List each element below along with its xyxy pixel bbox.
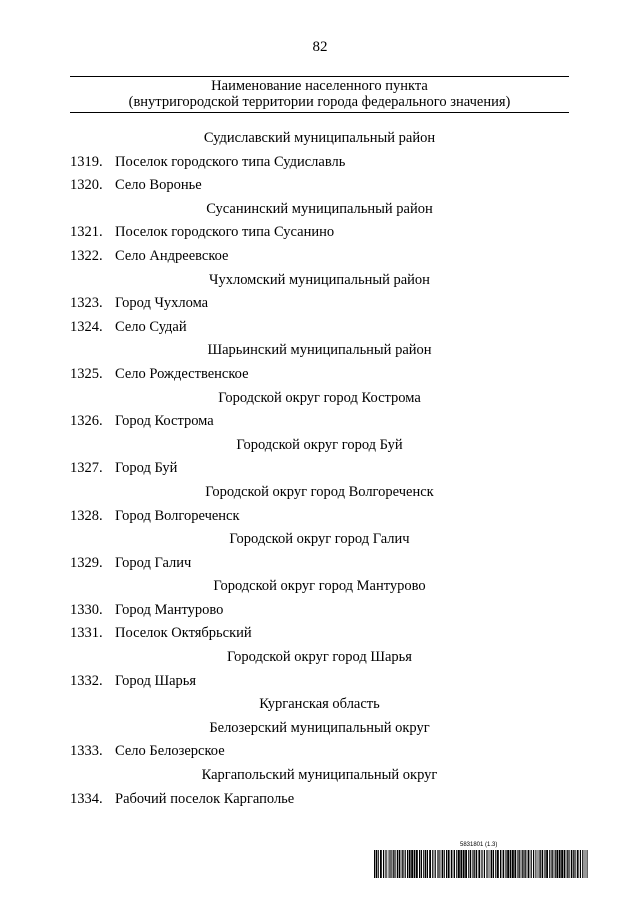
item-number: 1332. — [70, 672, 103, 689]
item-number: 1334. — [70, 790, 103, 807]
item-name: Село Белозерское — [115, 743, 225, 760]
barcode-bar — [411, 850, 413, 878]
barcode-bar — [378, 850, 379, 878]
barcode-bar — [376, 850, 377, 878]
barcode-bar — [568, 850, 569, 878]
list-item — [70, 505, 569, 529]
barcode-bar — [409, 850, 411, 878]
barcode-bar — [414, 850, 416, 878]
page-number: 82 — [312, 39, 328, 55]
barcode-bar — [399, 850, 401, 878]
item-number: 1329. — [70, 554, 103, 571]
item-name: Город Чухлома — [115, 295, 209, 312]
section-heading: Судиславский муниципальный район — [203, 130, 436, 146]
barcode-bar — [567, 850, 568, 878]
barcode-bar — [486, 850, 487, 878]
section-heading: Чухломский муниципальный район — [209, 271, 430, 288]
barcode-bar — [542, 850, 543, 878]
list-item — [70, 245, 569, 269]
barcode-label: 5831801 (1.3) — [460, 842, 498, 848]
barcode-bar — [421, 850, 422, 878]
list-item — [70, 363, 569, 387]
item-name: Город Галич — [115, 554, 192, 571]
barcode-bar — [460, 850, 462, 878]
barcode-bar — [510, 850, 512, 878]
barcode-bar — [587, 850, 588, 878]
barcode-bar — [390, 850, 391, 878]
barcode-bar — [495, 850, 496, 878]
barcode-bar — [444, 850, 445, 878]
barcode-bar — [405, 850, 406, 878]
barcode-bar — [538, 850, 539, 878]
barcode-bar — [470, 850, 471, 878]
item-name: Поселок Октябрьский — [115, 625, 252, 642]
barcode-bar — [456, 850, 457, 878]
section-heading: Курганская область — [259, 696, 380, 713]
item-name: Город Кострома — [115, 413, 214, 430]
barcode-bar — [468, 850, 469, 878]
barcode-bar — [539, 850, 540, 878]
barcode-bar — [438, 850, 439, 878]
barcode-bar — [484, 850, 485, 878]
barcode-bar — [549, 850, 550, 878]
item-name: Село Андреевское — [115, 247, 229, 264]
item-name: Село Воронье — [115, 177, 202, 194]
barcode-bar — [429, 850, 431, 878]
barcode-bar — [388, 850, 389, 878]
section-heading: Городской округ город Галич — [229, 531, 410, 548]
section-heading: Городской округ город Мантурово — [213, 578, 426, 595]
barcode-bar — [393, 850, 394, 878]
barcode-bar — [544, 850, 545, 878]
barcode-bar — [490, 850, 491, 878]
list-item — [70, 221, 569, 245]
item-name: Город Мантурово — [115, 601, 224, 618]
barcode-bar — [540, 850, 541, 878]
barcode-bar — [454, 850, 455, 878]
list-item — [70, 316, 569, 340]
barcode-bar — [487, 850, 488, 878]
barcode-bar — [416, 850, 418, 878]
barcode-bar — [561, 850, 563, 878]
barcode-bar — [448, 850, 450, 878]
item-number: 1325. — [70, 365, 103, 382]
item-number: 1333. — [70, 743, 103, 760]
header-rule-bottom — [70, 112, 569, 113]
item-number: 1330. — [70, 601, 103, 618]
list-item — [70, 740, 569, 764]
section-heading: Городской округ город Шарья — [227, 649, 412, 666]
list-item — [70, 151, 569, 175]
barcode-bar — [374, 850, 375, 878]
item-number: 1324. — [70, 318, 103, 335]
item-name: Село Судай — [115, 318, 187, 335]
header-rule-top — [70, 76, 569, 77]
section-heading: Белозерский муниципальный округ — [209, 719, 430, 736]
barcode-bar — [427, 850, 428, 878]
barcode-bar — [391, 850, 392, 878]
barcode-bar — [489, 850, 490, 878]
barcode-bar — [523, 850, 524, 878]
item-number: 1331. — [70, 625, 103, 642]
barcode-bar — [380, 850, 382, 878]
list-item — [70, 788, 569, 812]
barcode-bar — [514, 850, 516, 878]
barcode-bar — [573, 850, 574, 878]
barcode-bar — [419, 850, 420, 878]
barcode-bar — [407, 850, 408, 878]
barcode-bar — [453, 850, 454, 878]
barcode-bar — [586, 850, 587, 878]
barcode-bar — [574, 850, 575, 878]
barcode-bar — [385, 850, 386, 878]
list-item — [70, 292, 569, 316]
barcode-bar — [446, 850, 447, 878]
list-item — [70, 599, 569, 623]
barcode-bar — [481, 850, 482, 878]
barcode-bar — [537, 850, 538, 878]
section-heading: Городской округ город Кострома — [218, 389, 421, 406]
barcode-bar — [402, 850, 403, 878]
list-item — [70, 622, 569, 646]
item-name: Село Рождественское — [115, 365, 249, 382]
list-item — [70, 670, 569, 694]
section-heading: Шарьинский муниципальный район — [207, 342, 432, 359]
barcode-bar — [577, 850, 579, 878]
barcode-bar — [571, 850, 572, 878]
barcode-bar — [582, 850, 583, 878]
section-heading: Городской округ город Волгореченск — [205, 483, 434, 500]
barcode-bar — [476, 850, 477, 878]
barcode-bar — [555, 850, 556, 878]
header-line-1: Наименование населенного пункта — [211, 78, 428, 94]
barcode-bar — [389, 850, 390, 878]
barcode-bar — [500, 850, 501, 878]
barcode-bar — [451, 850, 452, 878]
barcode-bar — [585, 850, 586, 878]
list-item — [70, 410, 569, 434]
item-name: Рабочий поселок Каргаполье — [115, 790, 295, 807]
item-number: 1320. — [70, 177, 103, 194]
barcode-bar — [435, 850, 436, 878]
item-name: Город Буй — [115, 460, 178, 477]
barcode-bar — [522, 850, 523, 878]
barcode-bar — [507, 850, 509, 878]
settlement-list — [70, 127, 569, 811]
list-item — [70, 174, 569, 198]
item-number: 1323. — [70, 295, 103, 312]
barcode-bar — [458, 850, 460, 878]
header-line-2: (внутригородской территории города федерального значения) — [128, 94, 511, 110]
list-item — [70, 457, 569, 481]
barcode-bar — [503, 850, 504, 878]
barcode-bar — [472, 850, 473, 878]
item-number: 1321. — [70, 224, 103, 241]
barcode-bar — [502, 850, 503, 878]
item-number: 1326. — [70, 413, 103, 430]
item-number: 1319. — [70, 153, 103, 170]
item-number: 1328. — [70, 507, 103, 524]
item-name: Поселок городского типа Сусанино — [115, 224, 335, 241]
barcode-bar — [528, 850, 530, 878]
barcode-bar — [535, 850, 536, 878]
barcode-bar — [437, 850, 438, 878]
barcode-bar — [423, 850, 424, 878]
barcode-bar — [383, 850, 384, 878]
section-heading: Каргапольский муниципальный округ — [201, 767, 438, 784]
table-header — [70, 78, 569, 110]
barcode-bar — [580, 850, 581, 878]
barcode-bar — [497, 850, 499, 878]
list-item — [70, 552, 569, 576]
barcode-bar — [463, 850, 465, 878]
section-heading: Городской округ город Буй — [236, 436, 403, 453]
barcode-bar — [474, 850, 475, 878]
barcode-bar — [441, 850, 442, 878]
barcode-bar — [505, 850, 506, 878]
barcode-bar — [394, 850, 395, 878]
barcode-bar — [546, 850, 548, 878]
barcode-bar — [425, 850, 426, 878]
barcode-bar — [551, 850, 552, 878]
barcode-image — [374, 850, 590, 878]
section-heading: Сусанинский муниципальный район — [206, 200, 433, 217]
item-name: Город Волгореченск — [115, 507, 240, 524]
barcode-bar — [519, 850, 520, 878]
barcode-bar — [491, 850, 492, 878]
barcode-bar — [442, 850, 443, 878]
item-number: 1327. — [70, 460, 103, 477]
item-name: Город Шарья — [115, 672, 197, 689]
barcode-bar — [525, 850, 526, 878]
barcode-bar — [397, 850, 398, 878]
barcode-bar — [564, 850, 566, 878]
barcode-bar — [552, 850, 553, 878]
barcode-bar — [531, 850, 532, 878]
barcode-bar — [556, 850, 558, 878]
barcode-bar — [403, 850, 404, 878]
barcode-bar — [512, 850, 514, 878]
barcode-bar — [559, 850, 561, 878]
barcode-bar — [517, 850, 518, 878]
item-name: Поселок городского типа Судиславль — [115, 153, 346, 170]
barcode-bar — [439, 850, 440, 878]
barcode-bar — [493, 850, 494, 878]
barcode-bar — [533, 850, 534, 878]
barcode-bar — [432, 850, 433, 878]
item-number: 1322. — [70, 247, 103, 264]
barcode-bar — [478, 850, 480, 878]
barcode-bar — [465, 850, 467, 878]
